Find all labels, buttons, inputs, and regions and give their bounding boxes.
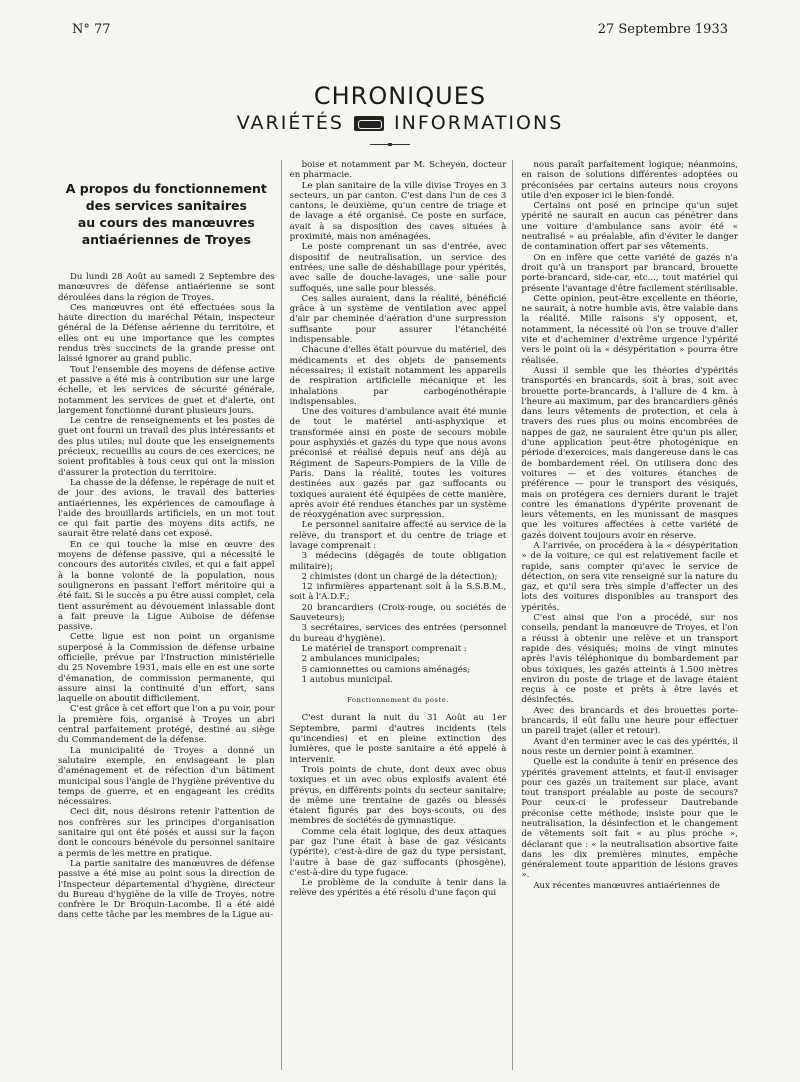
paragraph: 1 autobus municipal. <box>301 674 393 685</box>
paragraph: Avec des brancards et des brouettes porte-brancards, il eût fallu une heure pour effectuer un pareil trajet (aller et retour). <box>521 705 739 737</box>
paragraph: Ces salles auraient, dans la réalité, bénéficié grâce à un système de ventilation avec appel d'air par cheminée d'aération d'une surpression suffisante pour assurer l'étanchéité indispensable. <box>289 293 507 346</box>
masthead-subtitle <box>0 112 800 134</box>
paragraph: A l'arrivée, on procédera à la « désypéritation » de la voiture, ce qui est relativement facile et rapide, sans compter qu'avec le service de détection, on sera vite renseigné sur la nature du gaz, et qu'il sera très simple d'affecter un des lots des voitures disponibles au transport des ypérités. <box>521 540 739 613</box>
paragraph: Chacune d'elles était pourvue du matériel, des médicaments et des objets de pansements nécessaires; il existait notamment les appareils de respiration artificielle mécanique et les inhalations par carbogénothérapie indispensables. <box>289 345 507 407</box>
paragraph: Ceci dit, nous désirons retenir l'attention de nos confrères sur les principes d'organisation sanitaire qui ont été posés et aussi sur la façon dont le concours bénévole du personnel sanitaire a permis de les mettre en pratique. <box>58 807 275 859</box>
column-1 <box>58 160 282 1070</box>
divider-ornament <box>370 144 410 145</box>
article-headline: A propos du fonctionnement des services sanitaires au cours des manœuvres antiaériennes de Troyes <box>65 181 267 247</box>
paragraph: La municipalité de Troyes a donné un salutaire exemple, en envisageant le plan d'aménagement et de réfection d'un bâtiment municipal sous l'angle de l'hygiène préventive du temps de guerre, et en engageant les crédits nécessaires. <box>58 745 275 808</box>
paragraph: Cette ligue est non point un organisme superposé à la Commission de défense urbaine officielle, prévue par l'Instruction ministérielle du 25 Novembre 1931, mais elle en est une sorte d'émanation, de commission permanente, qui assure ainsi la continuité d'un effort, sans laquelle on aboutit difficilement. <box>58 632 275 705</box>
column-1-text <box>58 272 275 921</box>
page-header <box>72 22 728 42</box>
issue-number: N° 77 <box>72 22 111 37</box>
paragraph: Le personnel sanitaire affecté au service de la relève, du transport et du centre de triage et lavage comprenait : <box>289 520 507 551</box>
ornament-icon <box>354 116 384 131</box>
paragraph: 3 médecins (dégagés de toute obligation militaire); <box>289 551 507 572</box>
column-2-text-after <box>290 713 507 898</box>
column-3 <box>521 160 738 1070</box>
paragraph: 12 infirmières appartenant soit à la S.S.B.M., soit à l'A.D.F.; <box>289 582 507 603</box>
masthead-title: CHRONIQUES <box>313 82 487 110</box>
paragraph: Le matériel de transport comprenait : <box>301 643 467 654</box>
paragraph: 2 ambulances municipales; <box>301 654 420 665</box>
paragraph: Comme cela était logique, des deux attaques par gaz l'une était à base de gaz vésicants (ypérite), c'est-à-dire de gaz du type persistant, l'autre à base de gaz suffocants (phosgène), c'est-à-dire du type fugace. <box>289 826 507 878</box>
masthead-right: INFORMATIONS <box>394 112 564 134</box>
paragraph: Tout l'ensemble des moyens de défense active et passive a été mis à contribution sur une large échelle, et les services de sécurité générale, notamment les services de guet et d'alerte, ont largement fonctionné durant plusieurs jours. <box>58 364 275 416</box>
paragraph: 20 brancardiers (Croix-rouge, ou sociétés de Sauveteurs); <box>289 602 507 624</box>
paragraph: Une des voitures d'ambulance avait été munie de tout le matériel anti-asphyxique et transformée ainsi en poste de secours mobile pour asphyxiés et gazés du type que nous avons préconisé et réalisé depuis neuf ans déjà au Régiment de Sapeurs-Pompiers de la Ville de Paris. Dans la réalité, toutes les voitures destinées aux gazés par gaz suffocants ou toxiques auraient été équipées de cette manière, après avoir été rendues étanches par un système de réoxygénation avec surpression. <box>289 407 507 521</box>
column-2 <box>290 160 514 1070</box>
paragraph: Avant d'en terminer avec le cas des ypérités, il nous reste un dernier point à examiner. <box>521 736 739 757</box>
masthead <box>0 82 800 134</box>
paragraph: Aux récentes manœuvres antiaériennes de <box>533 880 720 891</box>
paragraph: 5 camionnettes ou camions aménagés; <box>301 664 471 675</box>
masthead-left: VARIÉTÉS <box>236 112 344 134</box>
paragraph: Trois points de chute, dont deux avec obus toxiques et un avec obus explosifs avaient été prévus, en différents points du secteur sanitaire; de même une trentaine de gazés ou blessés étaient figurés par des boys-scouts, ou des membres de sociétés de gymnastique. <box>289 764 507 827</box>
paragraph: nous paraît parfaitement logique; néanmoins, en raison de solutions différentes adoptées ou préconisées par certains auteurs nous croyons utile d'en exposer ici le bien-fondé. <box>521 160 739 201</box>
paragraph: Du lundi 28 Août au samedi 2 Septembre des manœuvres de défense antiaérienne se sont déroulées dans la région de Troyes. <box>58 272 275 303</box>
personnel-list <box>290 551 507 685</box>
paragraph: On en infère que cette variété de gazés n'a droit qu'à un transport par brancard, brouette porte-brancard, side-car, etc..., tout matériel qui présente l'avantage d'être facilement stérilisable. <box>521 252 739 294</box>
paragraph: Quelle est la conduite à tenir en présence des ypérités gravement atteints, et faut-il envisager pour ces gazés un traitement sur place, avant tout transport préalable au poste de secours? Pour ceux-ci le professeur Dautrebande préconise cette méthode, insiste pour que le neutralisation, la désinfection et le changement de vêtements soit fait « au plus proche », déclarant que : « la neutralisation absortive faite dans les dix premières minutes, empêche généralement toute apparition de lésions graves ». <box>521 757 739 881</box>
column-3-text <box>521 160 738 891</box>
section-subheading: Fonctionnement du poste. <box>347 696 449 705</box>
paragraph: boise et notamment par M. Scheyen, docteur en pharmacie. <box>289 160 507 181</box>
paragraph: C'est grâce à cet effort que l'on a pu voir, pour la première fois, organisé à Troyes un abri central parfaitement protégé, destiné au siège du Commandement de la défense. <box>58 704 275 746</box>
article-columns <box>58 160 738 1070</box>
paragraph: C'est durant la nuit du 31 Août au 1er Septembre, parmi d'autres incidents (tels qu'incendies) et en pleine extinction des lumières, que le poste sanitaire a été appelé à intervenir. <box>289 713 507 765</box>
paragraph: Le poste comprenant un sas d'entrée, avec dispositif de neutralisation, un service des entrées, une salle de déshabillage pour ypérités, avec salle de douche-lavages, une salle pour suffoqués, une salle pour blessés. <box>289 242 507 294</box>
paragraph: Certains ont posé en principe qu'un sujet ypérité ne saurait en aucun cas pénétrer dans une voiture d'ambulance sans avoir été « neutralisé » au préalable, afin d'éviter le danger de contamination offert par ses vêtements. <box>521 201 739 253</box>
paragraph: C'est ainsi que l'on a procédé, sur nos conseils, pendant la manœuvre de Troyes, et l'on a réussi à obtenir une relève et un transport rapide des vésiqués; moins de vingt minutes après l'avis téléphonique du bombardement par obus toxiques, les gazés atteints à 1.500 mètres environ du poste de triage et de lavage étaient reçus à ce poste et prêts à être lavés et désinfectés. <box>521 613 739 706</box>
paragraph: Aussi il semble que les théories d'ypérités transportés en brancards, soit à bras, soit avec brouette porte-brancards, à l'allure de 4 km. à l'heure au maximum, par des brancardiers gênés dans leurs vêtements de protection, et cela à travers des rues plus ou moins encombrées de nappes de gaz, ne sauraient être qu'un pis aller, d'une application peut-être photogénique en période d'exercices, mais dangereuse dans le cas de bombardement réel. On utilisera donc des voitures — et des voitures étanches de préférence — pour le transport des vésiqués, mais on protégera ces derniers durant le trajet contre les émanations d'ypérite provenant de leurs vêtements, en les munissant de masques que les voitures affectées à cette variété de gazés doivent toujours avoir en réserve. <box>521 365 739 541</box>
column-2-text <box>290 160 507 551</box>
paragraph: Le plan sanitaire de la ville divise Troyes en 3 secteurs, un par canton. C'est dans l'un de ces 3 cantons, le deuxième, qu'un centre de triage et de lavage a été organisé. Ce poste en surface, avait à sa disposition des caves situées à proximité, mais non aménagées. <box>289 180 507 243</box>
paragraph: Le problème de la conduite à tenir dans la relève des ypérités a été résolu d'une façon qui <box>289 878 507 899</box>
issue-date: 27 Septembre 1933 <box>597 22 728 37</box>
paragraph: 2 chimistes (dont un chargé de la détection); <box>301 571 498 582</box>
paragraph: Ces manœuvres ont été effectuées sous la haute direction du maréchal Pétain, inspecteur général de la Défense aérienne du territoire, et elles ont eu une importance que les comptes rendus très succincts de la grande presse ont laissé ignorer au grand public. <box>58 302 275 365</box>
paragraph: Le centre de renseignements et les postes de guet ont fourni un travail des plus intéressants et des plus utiles; nul doute que les enseignements précieux, recueillis au cours de ces exercices, ne soient profitables à tous ceux qui ont la mission d'assurer la protection du territoire. <box>58 416 275 478</box>
paragraph: En ce qui touche la mise en œuvre des moyens de défense passive, qui a nécessité le concours des autorités civiles, et qui a fait appel à la bonne volonté de la population, nous soulignerons en passant l'effort méritoire qui a été fait. Si le succès a pu être aussi complet, cela tient assurément au dévouement inlassable dont a fait preuve la Ligue Auboise de défense passive. <box>58 539 275 633</box>
paragraph: La partie sanitaire des manœuvres de défense passive a été mise au point sous la direction de l'Inspecteur départemental d'hygiène, directeur du Bureau d'hygiène de la ville de Troyes, notre confrère le Dr Broquin-Lacombe. Il a été aidé dans cette tâche par les membres de la Ligue au- <box>58 858 275 921</box>
paragraph: 3 secrétaires, services des entrées (personnel du bureau d'hygiène). <box>289 623 507 644</box>
paragraph: Cette opinion, peut-être excellente en théorie, ne saurait, à notre humble avis, être valable dans la réalité. Mille raisons s'y opposent, et, notamment, la nécessité où l'on se trouve d'aller vite et d'acheminer d'extrême urgence l'ypérité vers le point où la « désypéritation » pourra être réalisée. <box>521 293 739 366</box>
paragraph: La chasse de la défense, le repérage de nuit et de jour des avions, le travail des batteries antiaériennes, les expériences de camouflage à l'aide des brouillards artificiels, en un mot tout ce qui fait partie des moyens dits actifs, ne saurait être relaté dans cet exposé. <box>58 477 275 540</box>
